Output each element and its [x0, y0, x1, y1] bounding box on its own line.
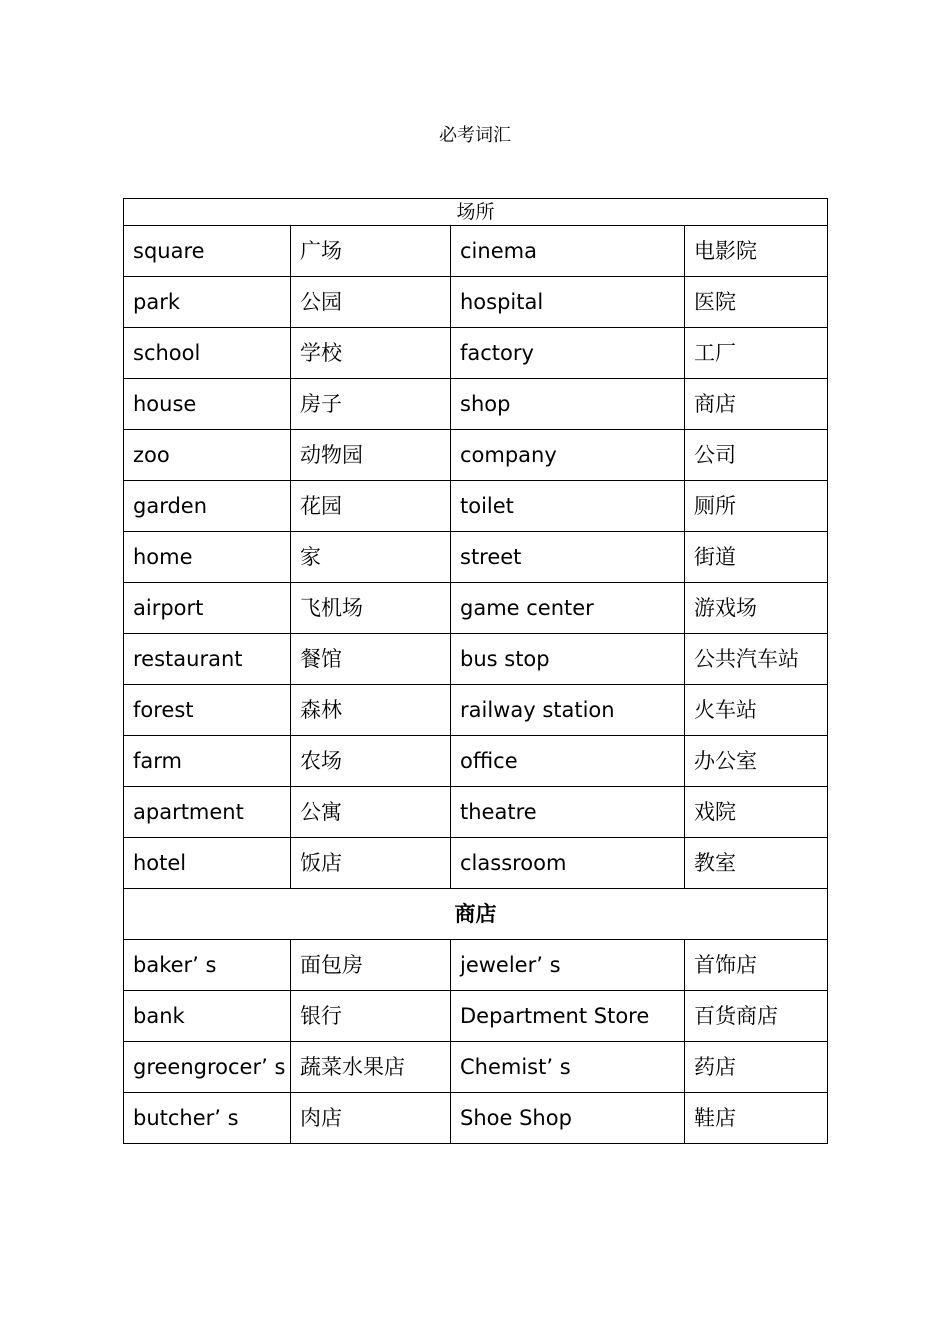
- english-word-cell: airport: [124, 583, 291, 634]
- chinese-meaning-cell: 游戏场: [685, 583, 828, 634]
- chinese-meaning-cell: 公寓: [291, 787, 451, 838]
- chinese-meaning-cell: 飞机场: [291, 583, 451, 634]
- table-row: [124, 991, 828, 1042]
- chinese-meaning-cell: 农场: [291, 736, 451, 787]
- chinese-meaning-cell: 饭店: [291, 838, 451, 889]
- chinese-meaning-cell: 面包房: [291, 940, 451, 991]
- chinese-meaning-cell: 家: [291, 532, 451, 583]
- table-row: [124, 787, 828, 838]
- chinese-meaning-cell: 公司: [685, 430, 828, 481]
- table-row: [124, 736, 828, 787]
- chinese-meaning-cell: 动物园: [291, 430, 451, 481]
- chinese-meaning-cell: 街道: [685, 532, 828, 583]
- chinese-meaning-cell: 餐馆: [291, 634, 451, 685]
- chinese-meaning-cell: 广场: [291, 226, 451, 277]
- chinese-meaning-cell: 百货商店: [685, 991, 828, 1042]
- english-word-cell: home: [124, 532, 291, 583]
- table-row: [124, 532, 828, 583]
- english-word-cell: square: [124, 226, 291, 277]
- table-row: [124, 328, 828, 379]
- table-row: [124, 226, 828, 277]
- chinese-meaning-cell: 火车站: [685, 685, 828, 736]
- page-title: 必考词汇: [439, 125, 511, 146]
- chinese-meaning-cell: 蔬菜水果店: [291, 1042, 451, 1093]
- english-word-cell: park: [124, 277, 291, 328]
- table-row: [124, 481, 828, 532]
- chinese-meaning-cell: 房子: [291, 379, 451, 430]
- chinese-meaning-cell: 花园: [291, 481, 451, 532]
- english-word-cell: shop: [451, 379, 685, 430]
- english-word-cell: hospital: [451, 277, 685, 328]
- chinese-meaning-cell: 办公室: [685, 736, 828, 787]
- table-row: [124, 277, 828, 328]
- english-word-cell: restaurant: [124, 634, 291, 685]
- english-word-cell: cinema: [451, 226, 685, 277]
- section-heading-row: [124, 199, 828, 226]
- chinese-meaning-cell: 首饰店: [685, 940, 828, 991]
- english-word-cell: zoo: [124, 430, 291, 481]
- english-word-cell: Shoe Shop: [451, 1093, 685, 1144]
- section-heading-shops: 商店: [124, 889, 828, 940]
- english-word-cell: railway station: [451, 685, 685, 736]
- english-word-cell: school: [124, 328, 291, 379]
- table-row: [124, 430, 828, 481]
- english-word-cell: game center: [451, 583, 685, 634]
- chinese-meaning-cell: 公园: [291, 277, 451, 328]
- chinese-meaning-cell: 学校: [291, 328, 451, 379]
- english-word-cell: greengrocer’ s: [124, 1042, 291, 1093]
- section-heading-row: [124, 889, 828, 940]
- english-word-cell: Department Store: [451, 991, 685, 1042]
- table-row: [124, 1093, 828, 1144]
- english-word-cell: bank: [124, 991, 291, 1042]
- chinese-meaning-cell: 鞋店: [685, 1093, 828, 1144]
- table-row: [124, 379, 828, 430]
- english-word-cell: Chemist’ s: [451, 1042, 685, 1093]
- table-row: [124, 1042, 828, 1093]
- english-word-cell: factory: [451, 328, 685, 379]
- table-row: [124, 634, 828, 685]
- english-word-cell: house: [124, 379, 291, 430]
- table-row: [124, 940, 828, 991]
- chinese-meaning-cell: 电影院: [685, 226, 828, 277]
- chinese-meaning-cell: 工厂: [685, 328, 828, 379]
- english-word-cell: farm: [124, 736, 291, 787]
- english-word-cell: baker’ s: [124, 940, 291, 991]
- english-word-cell: classroom: [451, 838, 685, 889]
- english-word-cell: apartment: [124, 787, 291, 838]
- english-word-cell: jeweler’ s: [451, 940, 685, 991]
- chinese-meaning-cell: 教室: [685, 838, 828, 889]
- chinese-meaning-cell: 公共汽车站: [685, 634, 828, 685]
- english-word-cell: theatre: [451, 787, 685, 838]
- english-word-cell: toilet: [451, 481, 685, 532]
- english-word-cell: street: [451, 532, 685, 583]
- table-row: [124, 838, 828, 889]
- english-word-cell: office: [451, 736, 685, 787]
- chinese-meaning-cell: 医院: [685, 277, 828, 328]
- chinese-meaning-cell: 银行: [291, 991, 451, 1042]
- chinese-meaning-cell: 戏院: [685, 787, 828, 838]
- chinese-meaning-cell: 药店: [685, 1042, 828, 1093]
- chinese-meaning-cell: 森林: [291, 685, 451, 736]
- english-word-cell: garden: [124, 481, 291, 532]
- vocabulary-table-body: [124, 199, 828, 1144]
- english-word-cell: company: [451, 430, 685, 481]
- table-row: [124, 685, 828, 736]
- english-word-cell: hotel: [124, 838, 291, 889]
- english-word-cell: butcher’ s: [124, 1093, 291, 1144]
- chinese-meaning-cell: 商店: [685, 379, 828, 430]
- english-word-cell: bus stop: [451, 634, 685, 685]
- chinese-meaning-cell: 厕所: [685, 481, 828, 532]
- section-heading-places: 场所: [124, 199, 828, 226]
- vocabulary-table: [123, 198, 828, 1144]
- english-word-cell: forest: [124, 685, 291, 736]
- chinese-meaning-cell: 肉店: [291, 1093, 451, 1144]
- table-row: [124, 583, 828, 634]
